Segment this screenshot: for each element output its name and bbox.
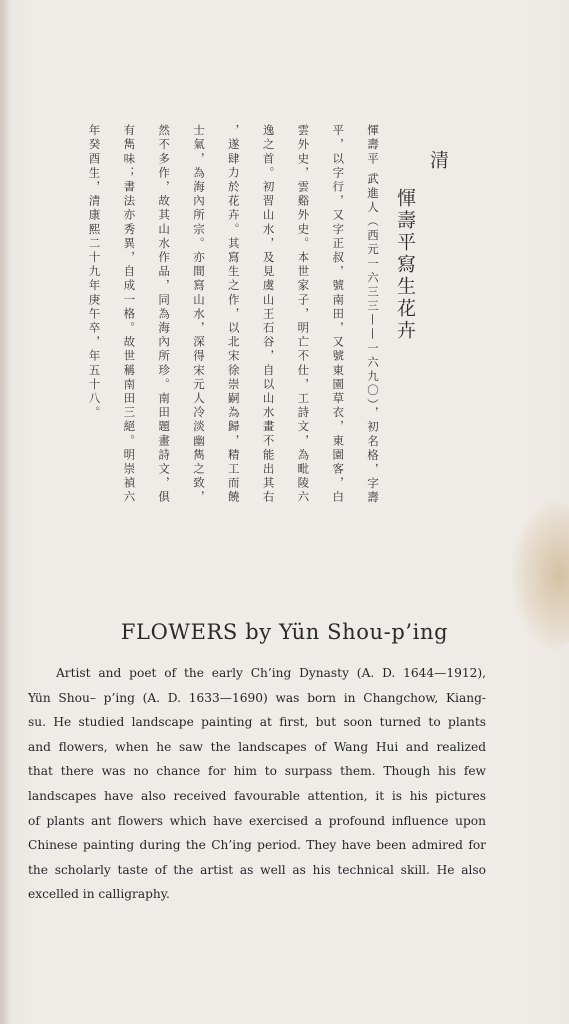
english-body [28,661,486,907]
chinese-text-column: 雲外史，雲谿外史。本世家子，明亡不仕，工詩文，為毗陵六 [296,124,311,505]
english-body-line: landscapes have also received favourable attention, it is his pictures [28,788,486,803]
chinese-text-column: 平，以字行，又字正叔，號南田，又號東園草衣，東園客，白 [331,124,346,505]
chinese-text-column: 惲壽平 武進人（西元一六三三——一六九〇），初名格，字壽 [366,124,380,506]
english-body-line: the scholarly taste of the artist as well as his technical skill. He also [28,862,486,877]
chinese-text-column: 有雋味；書法亦秀異，自成一格。故世稱南田三絕。明崇禎六 [122,124,137,505]
english-body-line: of plants ant flowers which have exercised a profound influence upon [28,813,486,828]
chinese-text-column: ，遂肆力於花卉。其寫生之作，以北宋徐崇嗣為歸，精工而饒 [226,124,241,505]
english-body-line: Artist and poet of the early Ch’ing Dynasty (A. D. 1644—1912), [56,666,486,680]
chinese-title-dynasty: 清 [427,150,449,171]
page-edge-shadow [0,0,10,1024]
chinese-title [395,150,447,342]
chinese-text-column: 士氣，為海內所宗。亦間寫山水，深得宋元人冷淡幽雋之致， [191,124,206,505]
english-body-line: that there was no chance for him to surpass them. Though his few [28,764,486,779]
english-body-line: and flowers, when he saw the landscapes of Wang Hui and realized [28,739,486,754]
chinese-text-block [88,124,378,564]
english-body-line: su. He studied landscape painting at first, but soon turned to plants [28,715,486,730]
english-body-line: Chinese painting during the Ch’ing period. They have been admired for [28,838,486,853]
chinese-text-column: 年癸酉生，清康熙二十九年庚午卒，年五十八。 [87,124,102,421]
english-body-line: Yün Shou– p’ing (A. D. 1633—1690) was born in Changchow, Kiang- [28,690,486,705]
english-body-line: excelled in calligraphy. [28,887,170,902]
chinese-title-main: 惲壽平寫生花卉 [394,188,416,342]
chinese-text-column: 然不多作，故其山水作品，同為海內所珍。南田題畫詩文，俱 [157,124,172,505]
chinese-text-column: 逸之首。初習山水，及見虞山王石谷，自以山水畫不能出其右 [261,124,276,505]
english-title: FLOWERS by Yün Shou-p’ing [120,620,449,644]
